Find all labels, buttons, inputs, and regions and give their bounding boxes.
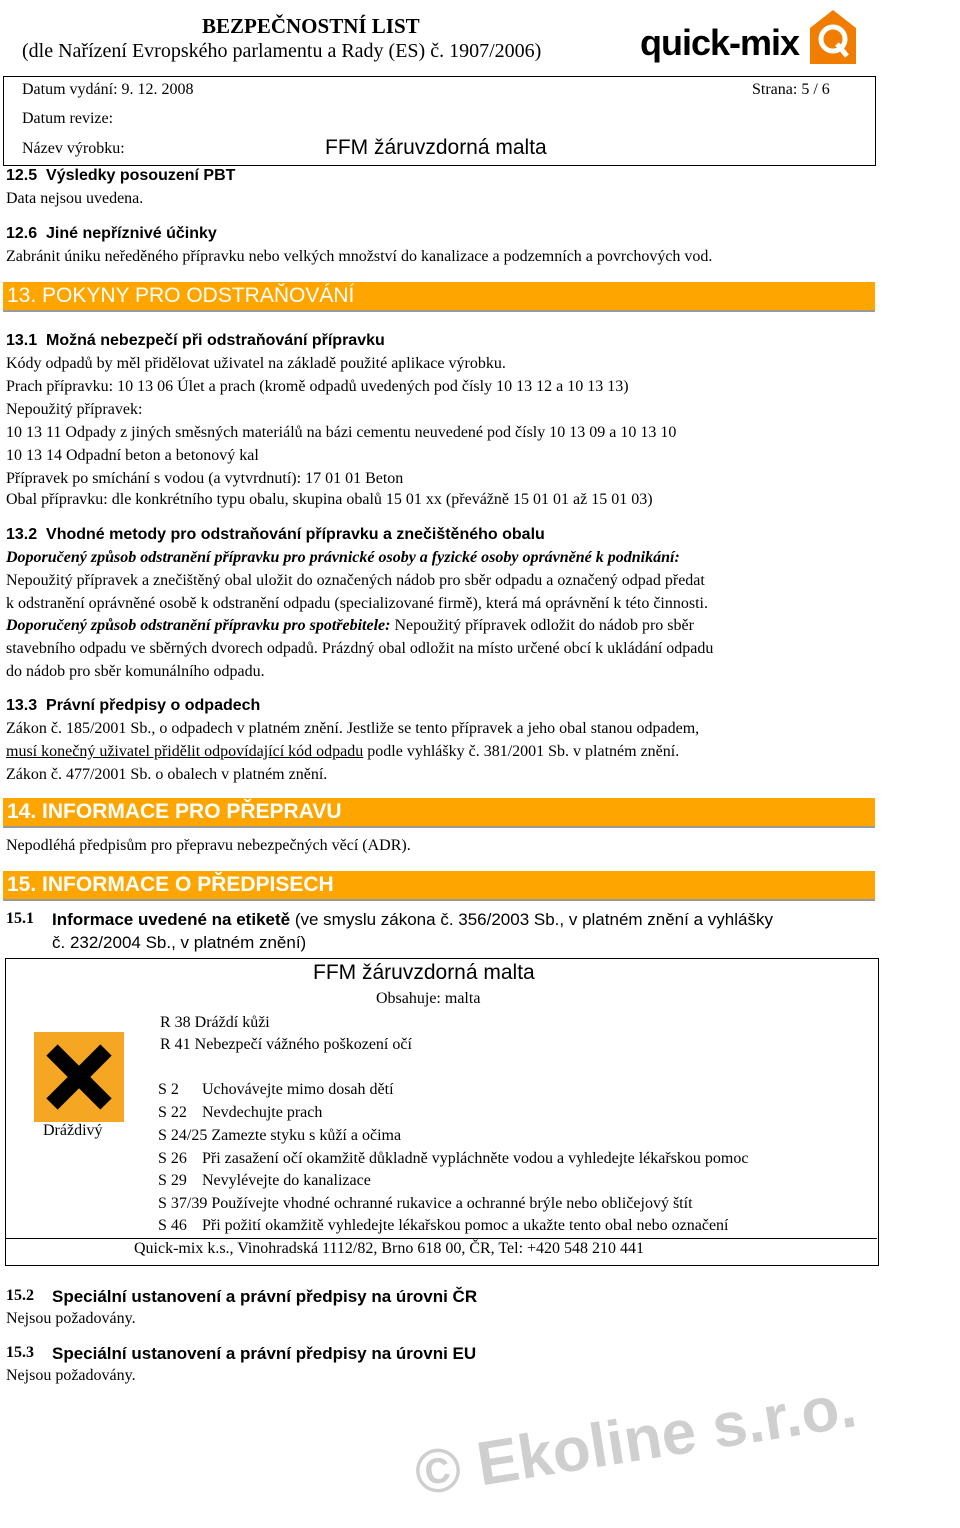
heading-13-1: 13.1 Možná nebezpečí při odstraňování přípravku (6, 332, 385, 349)
section-15-title: 15. INFORMACE O PŘEDPISECH (7, 873, 334, 896)
logo-text: quick-mix (640, 22, 800, 63)
heading-15-1-cont: č. 232/2004 Sb., v platném znění) (52, 933, 307, 952)
section-14-bar (3, 798, 875, 828)
text-13-1-line: 10 13 14 Odpadní beton a betonový kal (6, 447, 259, 464)
text-12-5: Data nejsou uvedena. (6, 190, 144, 207)
irritant-x-icon (34, 1032, 124, 1122)
consumer-disposal-line: Doporučený způsob odstranění přípravku pro spotřebitele: Nepoužitý přípravek odložit do nádob pro sběr (6, 617, 694, 634)
product-name: FFM žáruvzdorná malta (325, 136, 547, 159)
s-phrase: S 29 Nevylévejte do kanalizace (158, 1172, 371, 1189)
text-15-3: Nejsou požadovány. (6, 1367, 136, 1384)
consumer-disposal-line: stavebního odpadu ve sběrných dvorech odpadů. Prázdný obal odložit na místo určené obcí k ukládání odpadu (6, 640, 714, 657)
text-13-1-line: Přípravek po smíchání s vodou (a vytvrdnutí): 17 01 01 Beton (6, 470, 404, 487)
waste-law-line: Zákon č. 185/2001 Sb., o odpadech v platném znění. Jestliže se tento přípravek a jeho obal stanou odpadem, (6, 720, 700, 737)
revision-label: Datum revize: (22, 110, 114, 127)
label-contains: Obsahuje: malta (376, 990, 481, 1007)
heading-15-3: 15.3 Speciální ustanovení a právní předpisy na úrovni EU (6, 1344, 477, 1363)
transport-text: Nepodléhá předpisům pro přepravu nebezpečných věcí (ADR). (6, 837, 411, 854)
business-disposal-line: k odstranění oprávněné osobě k odstranění odpadu (specializované firmě), která má oprávnění k této činnosti. (6, 595, 708, 612)
section-13-title: 13. POKYNY PRO ODSTRAŇOVÁNÍ (7, 284, 355, 307)
heading-15-2: 15.2 Speciální ustanovení a právní předpisy na úrovni ČR (6, 1287, 478, 1306)
text-13-1-line: Nepoužitý přípravek: (6, 401, 143, 418)
document-title: BEZPEČNOSTNÍ LIST (202, 14, 420, 38)
heading-13-2: 13.2 Vhodné metody pro odstraňování přípravku a znečištěného obalu (6, 526, 545, 543)
issue-date: Datum vydání: 9. 12. 2008 (22, 81, 194, 98)
s-phrase: S 37/39 Používejte vhodné ochranné rukavice a ochranné brýle nebo obličejový štít (158, 1195, 693, 1212)
section-14-title: 14. INFORMACE PRO PŘEPRAVU (7, 800, 342, 823)
s-phrase: S 46 Při požití okamžitě vyhledejte lékařskou pomoc a ukažte tento obal nebo označení (158, 1217, 729, 1234)
business-disposal-line: Nepoužitý přípravek a znečištěný obal uložit do označených nádob pro sběr odpadu a označený odpad předat (6, 572, 705, 589)
section-15-bar (3, 871, 875, 901)
page-number: Strana: 5 / 6 (752, 81, 830, 98)
label-company: Quick-mix k.s., Vinohradská 1112/82, Brno 618 00, ČR, Tel: +420 548 210 441 (134, 1240, 645, 1257)
quick-mix-logo (640, 6, 862, 66)
label-divider (5, 1238, 877, 1239)
consumer-disposal-line: do nádob pro sběr komunálního odpadu. (6, 663, 265, 680)
business-disposal-heading: Doporučený způsob odstranění přípravku pro právnické osoby a fyzické osoby oprávněné k podnikání: (6, 549, 680, 566)
document-subtitle: (dle Nařízení Evropského parlamentu a Rady (ES) č. 1907/2006) (22, 40, 542, 62)
waste-code-note: musí konečný uživatel přidělit odpovídající kód odpadu (6, 743, 364, 760)
s-phrase: S 2 Uchovávejte mimo dosah dětí (158, 1081, 394, 1098)
label-product-name: FFM žáruvzdorná malta (313, 961, 535, 984)
text-13-1-line: 10 13 11 Odpady z jiných směsných materiálů na bázi cementu neuvedené pod čísly 10 13 09 a 10 13 10 (6, 424, 677, 441)
consumer-disposal-heading: Doporučený způsob odstranění přípravku pro spotřebitele: (6, 617, 391, 634)
heading-13-3: 13.3 Právní předpisy o odpadech (6, 697, 261, 714)
section-13-bar (3, 282, 875, 312)
heading-15-1: 15.1 Informace uvedené na etiketě (ve smyslu zákona č. 356/2003 Sb., v platném znění a vyhlášky (6, 910, 773, 929)
text-13-1-line: Kódy odpadů by měl přidělovat uživatel na základě použité aplikace výrobku. (6, 355, 506, 372)
text-15-2: Nejsou požadovány. (6, 1310, 136, 1327)
r-phrase: R 38 Dráždí kůži (160, 1014, 270, 1031)
product-label: Název výrobku: (22, 140, 125, 157)
logo-mark-icon (804, 6, 862, 66)
text-12-6: Zabránit úniku neředěného přípravku nebo velkých množství do kanalizace a podzemních a povrchových vod. (6, 248, 713, 265)
s-phrase: S 24/25 Zamezte styku s kůží a očima (158, 1127, 402, 1144)
packaging-law-line: Zákon č. 477/2001 Sb. o obalech v platném znění. (6, 766, 328, 783)
s-phrase: S 22 Nevdechujte prach (158, 1104, 323, 1121)
hazard-symbol-name: Dráždivý (43, 1122, 103, 1139)
hazard-pictogram (34, 1032, 124, 1122)
text-13-1-line: Obal přípravku: dle konkrétního typu obalu, skupina obalů 15 01 xx (převážně 15 01 01 až 15 01 03) (6, 491, 653, 508)
s-phrase: S 26 Při zasažení očí okamžitě důkladně vypláchněte vodou a vyhledejte lékařskou pomoc (158, 1150, 749, 1167)
heading-12-5: 12.5 Výsledky posouzení PBT (6, 167, 236, 184)
text-13-1-line: Prach přípravku: 10 13 06 Úlet a prach (kromě odpadů uvedených pod čísly 10 13 12 a 10 13 13) (6, 378, 629, 395)
watermark: © Ekoline s.r.o. (410, 1371, 861, 1510)
r-phrase: R 41 Nebezpečí vážného poškození očí (160, 1036, 412, 1053)
heading-12-6: 12.6 Jiné nepříznivé účinky (6, 225, 217, 242)
waste-law-line: musí konečný uživatel přidělit odpovídající kód odpadu podle vyhlášky č. 381/2001 Sb. v platném znění. (6, 743, 680, 760)
